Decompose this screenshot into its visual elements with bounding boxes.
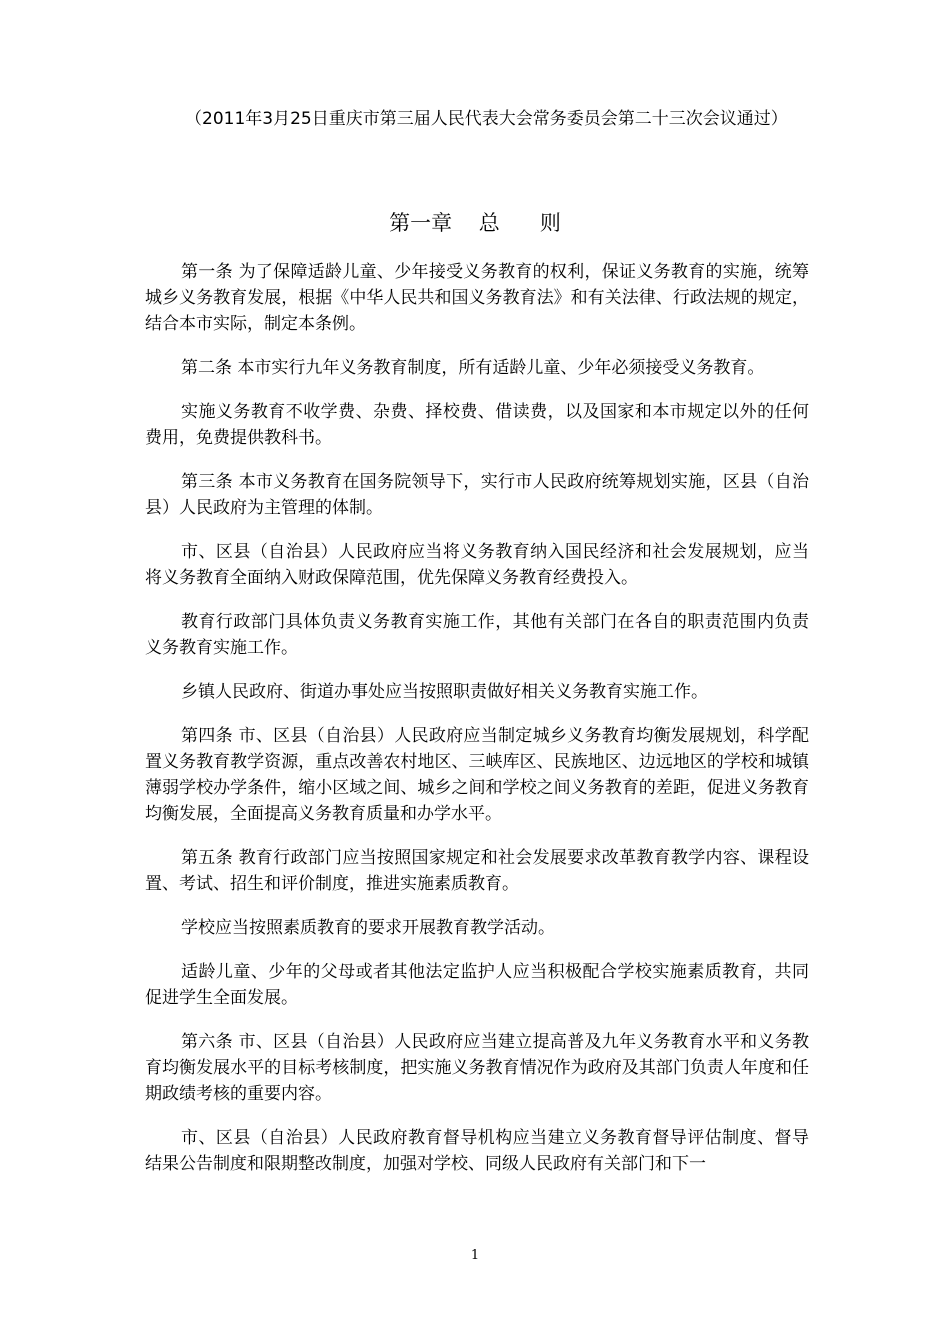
chapter-title: 第一章 总 则 [389,211,561,235]
article-3-subparagraph-1: 市、区县（自治县）人民政府应当将义务教育纳入国民经济和社会发展规划，应当将义务教育全面纳入财政保障范围，优先保障义务教育经费投入。 [145,542,809,588]
article-1-paragraph: 第一条 为了保障适龄儿童、少年接受义务教育的权利，保证义务教育的实施，统筹城乡义务教育发展，根据《中华人民共和国义务教育法》和有关法律、行政法规的规定，结合本市实际，制定本条例。 [145,262,809,334]
article-5-subparagraph-2: 适龄儿童、少年的父母或者其他法定监护人应当积极配合学校实施素质教育，共同促进学生全面发展。 [145,962,809,1008]
article-3-paragraph: 第三条 本市义务教育在国务院领导下，实行市人民政府统筹规划实施，区县（自治县）人民政府为主管理的体制。 [145,472,809,518]
adoption-note: （2011年3月25日重庆市第三届人民代表大会常务委员会第二十三次会议通过） [185,109,788,129]
article-6-subparagraph: 市、区县（自治县）人民政府教育督导机构应当建立义务教育督导评估制度、督导结果公告制度和限期整改制度，加强对学校、同级人民政府有关部门和下一 [145,1128,809,1174]
document-body [145,259,809,1195]
page-number: 1 [470,1248,480,1263]
article-3-subparagraph-3: 乡镇人民政府、街道办事处应当按照职责做好相关义务教育实施工作。 [181,682,708,702]
article-4-paragraph: 第四条 市、区县（自治县）人民政府应当制定城乡义务教育均衡发展规划，科学配置义务教育教学资源，重点改善农村地区、三峡库区、民族地区、边远地区的学校和城镇薄弱学校办学条件，缩小区域之间、城乡之间和学校之间义务教育的差距，促进义务教育均衡发展，全面提高义务教育质量和办学水平。 [145,726,809,824]
article-3-subparagraph-2: 教育行政部门具体负责义务教育实施工作，其他有关部门在各自的职责范围内负责义务教育实施工作。 [145,612,809,658]
article-2-subparagraph: 实施义务教育不收学费、杂费、择校费、借读费，以及国家和本市规定以外的任何费用，免费提供教科书。 [145,402,809,448]
article-6-paragraph: 第六条 市、区县（自治县）人民政府应当建立提高普及九年义务教育水平和义务教育均衡发展水平的目标考核制度，把实施义务教育情况作为政府及其部门负责人年度和任期政绩考核的重要内容。 [145,1032,809,1104]
article-2-paragraph: 第二条 本市实行九年义务教育制度，所有适龄儿童、少年必须接受义务教育。 [181,358,765,378]
article-5-paragraph: 第五条 教育行政部门应当按照国家规定和社会发展要求改革教育教学内容、课程设置、考试、招生和评价制度，推进实施素质教育。 [145,848,809,894]
article-5-subparagraph-1: 学校应当按照素质教育的要求开展教育教学活动。 [181,918,555,938]
